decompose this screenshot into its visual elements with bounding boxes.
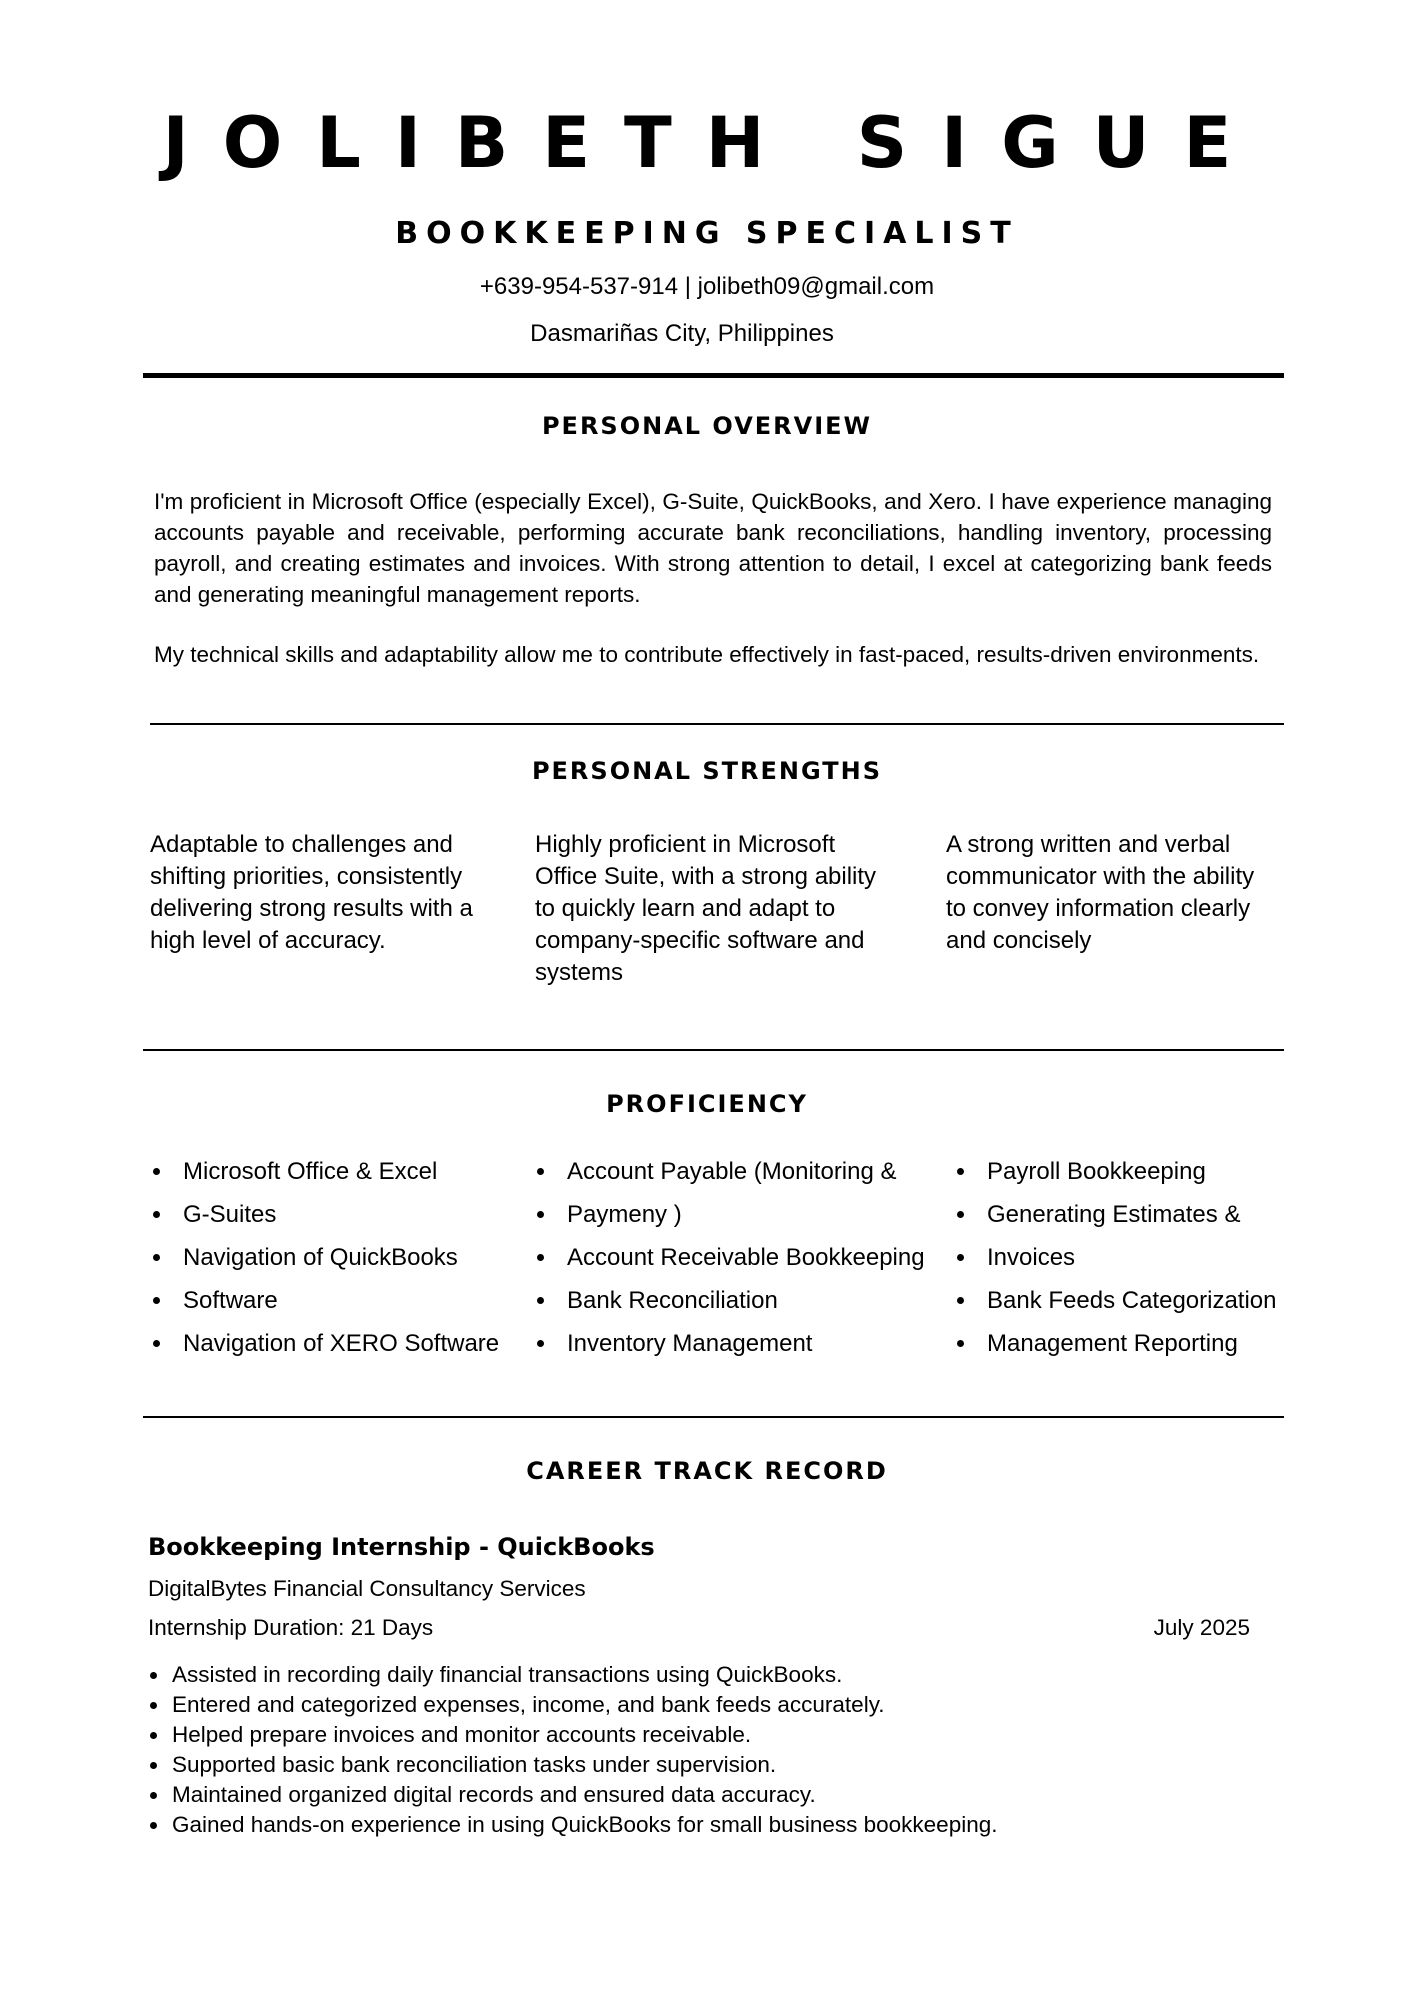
job-date: July 2025 (1153, 1615, 1250, 1640)
location: Dasmariñas City, Philippines (530, 320, 834, 347)
proficiency-item: Invoices (955, 1236, 1277, 1279)
job-role: BOOKKEEPING SPECIALIST (395, 216, 1019, 251)
proficiency-item: Microsoft Office & Excel (151, 1150, 499, 1193)
duty-item: Maintained organized digital records and ensured data accuracy. (148, 1780, 997, 1810)
job-title: Bookkeeping Internship - QuickBooks (148, 1533, 655, 1561)
proficiency-item: Paymeny ) (535, 1193, 925, 1236)
proficiency-item: Navigation of QuickBooks (151, 1236, 499, 1279)
proficiency-item: Software (151, 1279, 499, 1322)
overview-title: PERSONAL OVERVIEW (541, 412, 873, 440)
proficiency-item: Inventory Management (535, 1322, 925, 1365)
strength-item: Highly proficient in Microsoft Office Suite, with a strong ability to quickly learn and adapt to company-specific software and systems (535, 831, 877, 986)
strengths-title: PERSONAL STRENGTHS (531, 757, 883, 785)
overview-paragraph: My technical skills and adaptability allow me to contribute effectively in fast-paced, results-driven environments. (154, 642, 1260, 667)
proficiency-item: Payroll Bookkeeping (955, 1150, 1277, 1193)
section-divider (143, 1049, 1284, 1051)
proficiency-title: PROFICIENCY (606, 1090, 808, 1118)
header-divider (143, 373, 1284, 378)
overview-text (154, 486, 1272, 699)
proficiency-list (535, 1150, 925, 1365)
proficiency-item: Account Payable (Monitoring & (535, 1150, 925, 1193)
proficiency-item: Navigation of XERO Software (151, 1322, 499, 1365)
proficiency-list (151, 1150, 499, 1365)
proficiency-item: G-Suites (151, 1193, 499, 1236)
proficiency-item: Management Reporting (955, 1322, 1277, 1365)
contact-info: +639-954-537-914 | jolibeth09@gmail.com (479, 273, 935, 300)
section-divider (150, 723, 1284, 725)
duty-item: Assisted in recording daily financial transactions using QuickBooks. (148, 1660, 997, 1690)
overview-paragraph: I'm proficient in Microsoft Office (especially Excel), G-Suite, QuickBooks, and Xero. I have experience managing accounts payable and receivable, performing accurate bank reconciliations, handling inventory, processing payroll, and creating estimates and invoices. With strong attention to detail, I excel at categorizing bank feeds and generating meaningful management reports. (154, 489, 1272, 607)
duty-item: Entered and categorized expenses, income, and bank feeds accurately. (148, 1690, 997, 1720)
section-divider (143, 1416, 1284, 1418)
career-title: CAREER TRACK RECORD (526, 1457, 888, 1485)
proficiency-item: Account Receivable Bookkeeping (535, 1236, 925, 1279)
internship-duration: Internship Duration: 21 Days (148, 1615, 434, 1640)
duty-item: Helped prepare invoices and monitor accounts receivable. (148, 1720, 997, 1750)
duties-list (148, 1660, 997, 1840)
proficiency-item: Generating Estimates & (955, 1193, 1277, 1236)
company-name: DigitalBytes Financial Consultancy Services (148, 1576, 586, 1601)
strength-item: Adaptable to challenges and shifting priorities, consistently delivering strong results with a high level of accuracy. (150, 831, 473, 954)
proficiency-item: Bank Feeds Categorization (955, 1279, 1277, 1322)
duty-item: Supported basic bank reconciliation tasks under supervision. (148, 1750, 997, 1780)
proficiency-list (955, 1150, 1277, 1365)
duty-item: Gained hands-on experience in using QuickBooks for small business bookkeeping. (148, 1810, 997, 1840)
candidate-name: JOLIBETH SIGUE (162, 102, 1266, 184)
strength-item: A strong written and verbal communicator with the ability to convey information clearly and concisely (946, 831, 1255, 954)
proficiency-item: Bank Reconciliation (535, 1279, 925, 1322)
